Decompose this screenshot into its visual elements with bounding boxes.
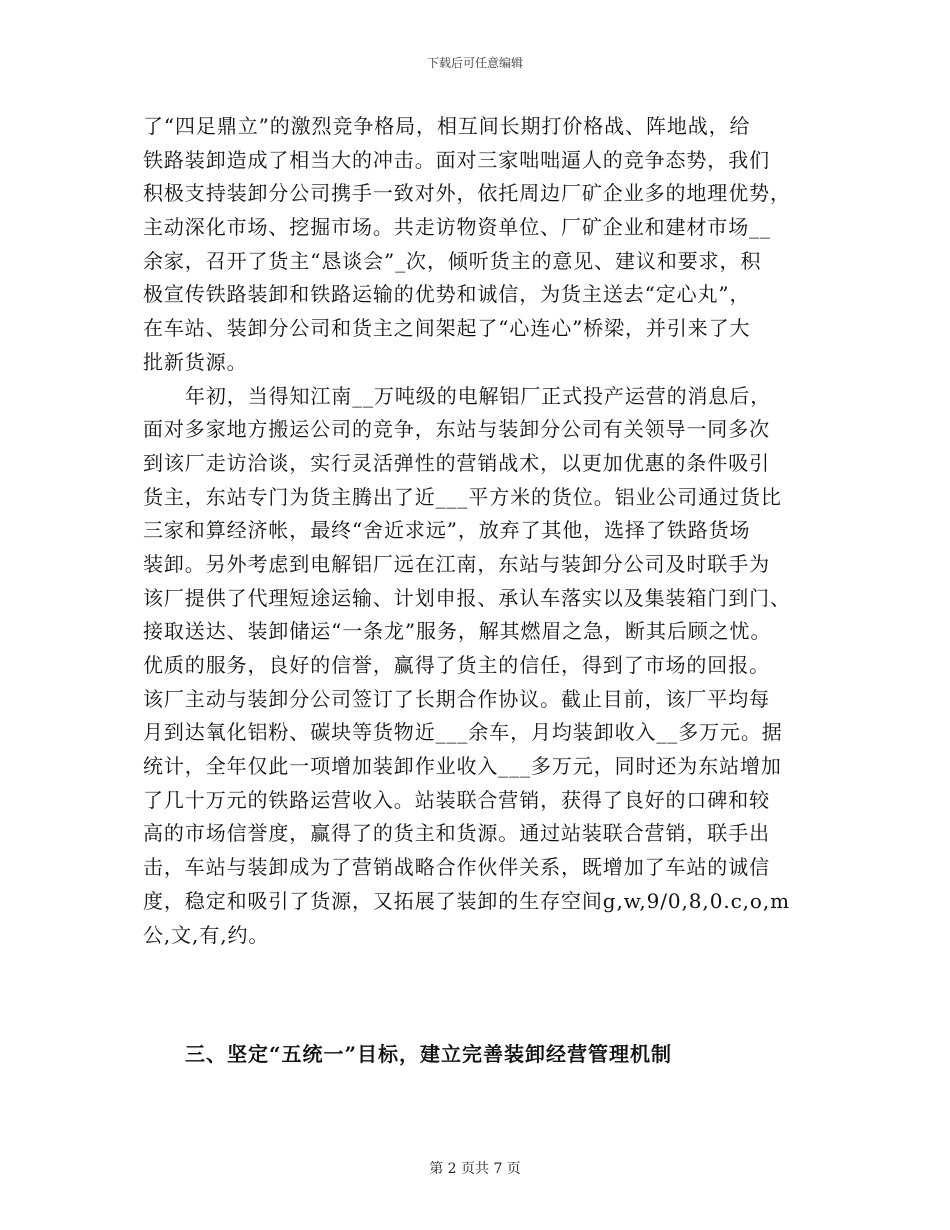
text-line: 三家和算经济帐，最终“舍近求远”，放弃了其他，选择了铁路货场 [143, 518, 751, 543]
text-line: 面对多家地方搬运公司的竞争，东站与装卸分公司有关领导一同多次 [143, 417, 770, 442]
text-line: 余家，召开了货主“恳谈会”_次，倾听货主的意见、建议和要求，积 [143, 248, 762, 273]
text-line: 装卸。另外考虑到电解铝厂远在江南，东站与装卸分公司及时联手为 [143, 551, 770, 576]
text-line: 公,文,有,约。 [143, 922, 270, 947]
text-line: 了几十万元的铁路运营收入。站装联合营销，获得了良好的口碑和较 [143, 787, 770, 812]
text-line: 高的市场信誉度，赢得了的货主和货源。通过站装联合营销，联手出 [143, 821, 770, 846]
text-line: 批新货源。 [143, 349, 248, 374]
document-body [143, 110, 813, 952]
text-line: 在车站、装卸分公司和货主之间架起了“心连心”桥梁，并引来了大 [143, 316, 751, 341]
text-line: 月到达氧化铝粉、碳块等货物近___余车，月均装卸收入__多万元。据 [143, 720, 783, 745]
paragraph-1 [143, 110, 813, 380]
text-line: 到该厂走访洽谈，实行灵活弹性的营销战术，以更加优惠的条件吸引 [143, 450, 770, 475]
text-line: 击，车站与装卸成为了营销战略合作伙伴关系，既增加了车站的诚信 [143, 855, 770, 880]
page-footer: 第 2 页共 7 页 [429, 1161, 521, 1177]
text-line: 统计，全年仅此一项增加装卸作业收入___多万元，同时还为东站增加 [143, 754, 782, 779]
page-header: 下载后可任意编辑 [426, 56, 523, 70]
text-line: 该厂主动与装卸分公司签订了长期合作协议。截止目前，该厂平均每 [143, 686, 770, 711]
paragraph-2 [143, 380, 813, 953]
text-line: 主动深化市场、挖掘市场。共走访物资单位、厂矿企业和建材市场__ [143, 215, 771, 240]
text-line: 了“四足鼎立”的激烈竞争格局，相互间长期打价格战、阵地战，给 [143, 114, 751, 138]
text-line: 度，稳定和吸引了货源，又拓展了装卸的生存空间g,w,9/0,8,0.c,o,m [143, 888, 790, 913]
section-heading: 三、坚定“五统一”目标，建立完善装卸经营管理机制 [185, 1042, 673, 1066]
text-line: 铁路装卸造成了相当大的冲击。面对三家咄咄逼人的竞争态势，我们 [143, 147, 770, 172]
text-line: 接取送达、装卸储运“一条龙”服务，解其燃眉之急，断其后顾之忧。 [143, 619, 772, 644]
text-line: 优质的服务，良好的信誉，赢得了货主的信任，得到了市场的回报。 [143, 653, 770, 677]
text-line: 极宣传铁路装卸和铁路运输的优势和诚信，为货主送去“定心丸”， [143, 282, 751, 307]
text-line: 该厂提供了代理短途运输、计划申报、承认车落实以及集装箱门到门、 [143, 585, 791, 610]
text-line: 货主，东站专门为货主腾出了近___平方米的货位。铝业公司通过货比 [143, 484, 782, 509]
text-line: 积极支持装卸分公司携手一致对外，依托周边厂矿企业多的地理优势， [143, 181, 791, 206]
text-line: 年初，当得知江南__万吨级的电解铝厂正式投产运营的消息后， [185, 383, 772, 408]
